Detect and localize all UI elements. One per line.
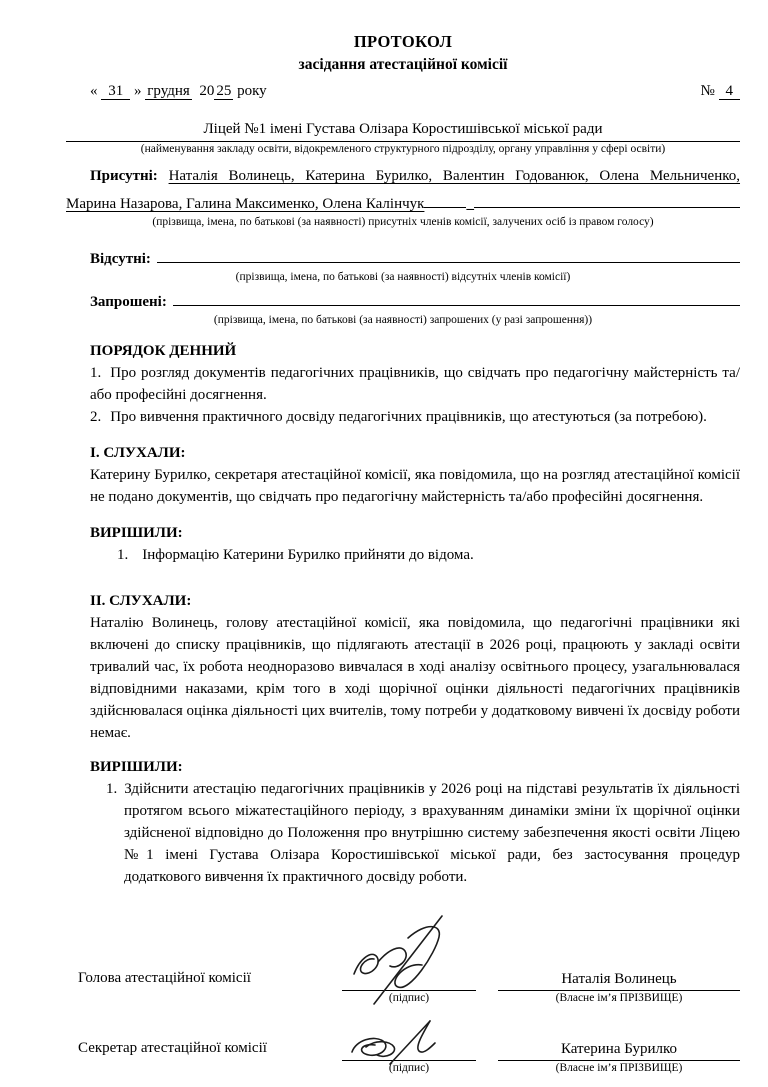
doc-title: ПРОТОКОЛ xyxy=(353,32,453,51)
decided-2-heading: ВИРІШИЛИ: xyxy=(90,759,183,775)
signature-caption: (підпис) xyxy=(388,992,430,1004)
absent-caption: (прізвища, імена, по батькові (за наявності) відсутніх членів комісії) xyxy=(235,271,571,283)
decided-1-item-number: 1. xyxy=(117,547,129,563)
signee-name-field xyxy=(498,968,740,1006)
decided-2-item xyxy=(106,778,740,888)
open-quote: « xyxy=(90,83,98,99)
signature-line xyxy=(342,1022,476,1061)
signee-name-field xyxy=(498,1038,740,1076)
signee-name: Наталія Волинець xyxy=(498,968,740,991)
heard-1-body: Катерину Бурилко, секретаря атестаційної комісії, яка повідомила, що на розгляд атестаційної комісії не подано документів, що свідчать про педагогічну майстерність та/або професійні досягнення. xyxy=(90,467,740,505)
year-prefix: 20 xyxy=(199,83,215,99)
agenda-item xyxy=(90,406,740,428)
protocol-number-value: 4 xyxy=(719,83,741,100)
agenda-item-number: 2. xyxy=(90,409,102,425)
heard-2-body: Наталію Волинець, голову атестаційної комісії, яка повідомила, що педагогічні працівники які включені до списку працівників, що підлягають атестації в 2026 році, працюють у закладі освіти тривалий час, їх робота неодноразово вивчалася в ході аналізу освітнього процесу, узагальнювалася відповідними наказами, крім того в ході щорічної оцінки діяльності педагогічних працівників здійснювалася оцінка діяльності цих вчителів, тому потреби у додатковому вивчені їх досвіду роботи немає. xyxy=(90,615,740,741)
agenda-item-number: 1. xyxy=(90,365,102,381)
date-number-row xyxy=(90,80,740,102)
absent-label: Відсутні: xyxy=(90,251,151,267)
signee-name: Катерина Бурилко xyxy=(498,1038,740,1061)
decided-1-heading: ВИРІШИЛИ: xyxy=(90,525,183,541)
signature-row-secretary xyxy=(78,1022,740,1076)
decided-1-item xyxy=(117,544,740,566)
agenda-item-text: Про розгляд документів педагогічних працівників, що свідчать про педагогічну майстерність та/або професійні досягнення. xyxy=(90,365,740,403)
decided-1-item-text: Інформацію Катерини Бурилко прийняти до відома. xyxy=(142,547,474,563)
invited-blank-line xyxy=(173,285,740,306)
present-line-2 xyxy=(66,187,740,215)
institution-caption: (найменування закладу освіти, відокремленого структурного підрозділу, органу управління у сфері освіти) xyxy=(140,143,666,155)
stray-underscore: _ xyxy=(466,196,474,212)
doc-subtitle: засідання атестаційної комісії xyxy=(298,56,508,73)
decided-2-item-text: Здійснити атестацію педагогічних працівників у 2026 році на підставі результатів їх діяльності протягом всього міжатестаційного періоду, з врахуванням динаміки зміни їх щорічної оцінки здійсненої відповідно до Положення про внутрішню систему забезпечення якості освіти Ліцею №1 імені Густава Олізара Коростишівської міської ради, без застосування процедур додаткового вивчення їх практичного досвіду роботи. xyxy=(124,781,740,885)
absent-row xyxy=(90,242,740,270)
agenda-heading: ПОРЯДОК ДЕННИЙ xyxy=(90,343,237,359)
handwritten-signature xyxy=(346,1016,464,1070)
invited-label: Запрошені: xyxy=(90,294,167,310)
signature-line xyxy=(342,922,476,991)
present-names-1: Наталія Волинець, Катерина Бурилко, Валентин Годованюк, Олена Мельниченко, xyxy=(168,168,741,184)
signature-role: Голова атестаційної комісії xyxy=(78,970,251,986)
signature-row-head xyxy=(78,922,740,1006)
signature-field xyxy=(342,922,476,1006)
agenda-item xyxy=(90,362,740,406)
date-line xyxy=(90,80,267,102)
signature-role: Секретар атестаційної комісії xyxy=(78,1040,267,1056)
heard-1-heading: І. СЛУХАЛИ: xyxy=(90,445,186,461)
close-quote: » xyxy=(134,83,142,99)
underline-segment xyxy=(424,187,466,208)
date-year: 25 xyxy=(216,83,232,99)
institution-name: Ліцей №1 імені Густава Олізара Коростишівської міської ради xyxy=(203,121,603,137)
signature-field xyxy=(342,1022,476,1076)
present-label: Присутні: xyxy=(90,168,158,184)
present-line-1 xyxy=(90,165,740,187)
heard-2-heading: ІІ. СЛУХАЛИ: xyxy=(90,593,192,609)
absent-blank-line xyxy=(157,242,740,263)
decided-2-item-number: 1. xyxy=(106,781,118,797)
date-month: грудня xyxy=(147,83,190,99)
date-day: 31 xyxy=(101,83,130,100)
present-caption: (прізвища, імена, по батькові (за наявності) присутніх членів комісії, залучених осіб із правом голосу) xyxy=(152,216,654,228)
agenda-item-text: Про вивчення практичного досвіду педагогічних працівників, що атестуються (за потребою). xyxy=(110,409,707,425)
signee-caption: (Власне ім’я ПРІЗВИЩЕ) xyxy=(555,1062,683,1074)
number-sign: № xyxy=(700,83,715,99)
invited-row xyxy=(90,285,740,313)
protocol-number xyxy=(700,80,740,102)
institution-line xyxy=(66,118,740,142)
invited-caption: (прізвища, імена, по батькові (за наявності) запрошених (у разі запрошення)) xyxy=(213,314,593,326)
signature-caption: (підпис) xyxy=(388,1062,430,1074)
present-names-2: Марина Назарова, Галина Максименко, Олена Калінчук xyxy=(66,196,425,212)
handwritten-signature xyxy=(346,912,478,1008)
signee-caption: (Власне ім’я ПРІЗВИЩЕ) xyxy=(555,992,683,1004)
present-blank-line xyxy=(474,187,740,208)
year-word: року xyxy=(237,83,267,99)
